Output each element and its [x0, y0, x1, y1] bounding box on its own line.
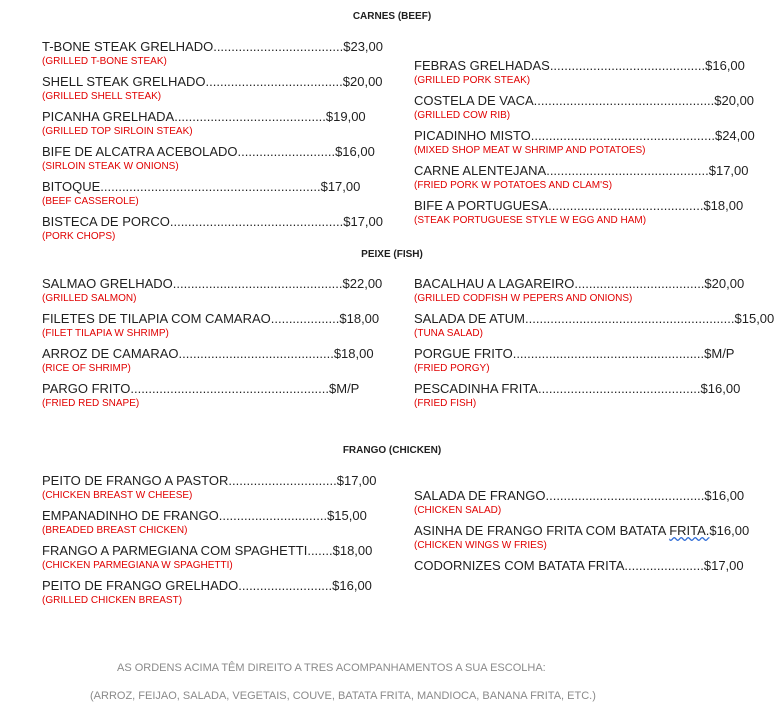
menu-item — [42, 542, 372, 577]
item-name: PEITO DE FRANGO GRELHADO..........................$16,00 — [42, 578, 372, 593]
menu-item — [42, 472, 377, 507]
menu-item — [414, 522, 754, 557]
item-name: SALADA DE FRANGO............................................$16,00 — [414, 488, 745, 503]
item-translation: (GRILLED COW RIB) — [414, 110, 511, 121]
item-name: PARGO FRITO.......................................................$M/P — [42, 381, 360, 396]
menu-item — [42, 178, 372, 213]
item-translation: (FILET TILAPIA W SHRIMP) — [42, 328, 169, 339]
menu-item — [42, 275, 383, 310]
menu-item — [414, 310, 775, 345]
frango-right-column — [414, 487, 754, 592]
menu-item — [414, 57, 744, 92]
menu-item — [42, 345, 372, 380]
item-name: EMPANADINHO DE FRANGO..............................$15,00 — [42, 508, 367, 523]
item-translation: (TUNA SALAD) — [414, 328, 483, 339]
item-translation: (RICE OF SHRIMP) — [42, 363, 131, 374]
item-name: BACALHAU A LAGAREIRO....................................$20,00 — [414, 276, 745, 291]
item-translation: (CHICKEN SALAD) — [414, 505, 502, 516]
item-translation: (MIXED SHOP MEAT W SHRIMP AND POTATOES) — [414, 145, 646, 156]
menu-item — [414, 127, 755, 162]
menu-item — [414, 487, 754, 522]
menu-item — [42, 213, 383, 248]
menu-item — [414, 162, 749, 197]
item-name: PICADINHO MISTO...................................................$24,00 — [414, 128, 755, 143]
item-translation: (GRILLED T-BONE STEAK) — [42, 56, 167, 67]
menu-item — [42, 73, 383, 108]
carnes-left-column — [42, 38, 383, 248]
spellcheck-underlined-word: FRITA. — [669, 523, 710, 538]
peixe-right-column — [414, 275, 775, 415]
item-name: PORGUE FRITO.....................................................$M/P — [414, 346, 735, 361]
item-translation: (STEAK PORTUGUESE STYLE W EGG AND HAM) — [414, 215, 647, 226]
item-translation: (GRILLED PORK STEAK) — [414, 75, 531, 86]
item-name: CARNE ALENTEJANA.............................................$17,00 — [414, 163, 749, 178]
item-name: FILETES DE TILAPIA COM CAMARAO...................$18,00 — [42, 311, 380, 326]
item-name: CODORNIZES COM BATATA FRITA......................$17,00 — [414, 558, 744, 573]
menu-item — [42, 143, 375, 178]
menu-item — [414, 345, 744, 380]
item-name — [414, 522, 754, 539]
section-title-peixe: PEIXE (FISH) — [361, 249, 423, 260]
menu-item — [42, 380, 372, 415]
footer-note: AS ORDENS ACIMA TÊM DIREITO A TRES ACOMPANHAMENTOS A SUA ESCOLHA: — [117, 662, 546, 674]
menu-item — [414, 380, 744, 415]
item-name: SALADA DE ATUM..........................................................$15,00 — [414, 311, 775, 326]
item-price: $16,00 — [709, 523, 750, 538]
item-translation: (BREADED BREAST CHICKEN) — [42, 525, 188, 536]
item-translation: (BEEF CASSEROLE) — [42, 196, 139, 207]
menu-item — [42, 310, 380, 345]
item-name: FEBRAS GRELHADAS...........................................$16,00 — [414, 58, 745, 73]
item-name: PICANHA GRELHADA..........................................$19,00 — [42, 109, 366, 124]
item-name: BITOQUE.............................................................$17,00 — [42, 179, 361, 194]
item-name: T-BONE STEAK GRELHADO....................................$23,00 — [42, 39, 383, 54]
item-translation: (FRIED FISH) — [414, 398, 477, 409]
frango-left-column — [42, 472, 377, 612]
item-name: PEITO DE FRANGO A PASTOR..............................$17,00 — [42, 473, 377, 488]
menu-item — [414, 92, 755, 127]
item-translation: (GRILLED SALMON) — [42, 293, 137, 304]
section-title-frango: FRANGO (CHICKEN) — [342, 445, 442, 456]
carnes-right-column — [414, 57, 755, 232]
item-name: SALMAO GRELHADO...............................................$22,00 — [42, 276, 383, 291]
item-translation: (PORK CHOPS) — [42, 231, 116, 242]
section-title-carnes: CARNES (BEEF) — [352, 11, 432, 22]
item-name: ARROZ DE CAMARAO...........................................$18,00 — [42, 346, 374, 361]
item-translation: (GRILLED TOP SIRLOIN STEAK) — [42, 126, 193, 137]
item-translation: (CHICKEN BREAST W CHEESE) — [42, 490, 193, 501]
menu-item — [414, 557, 754, 592]
footer-sides-list: (ARROZ, FEIJAO, SALADA, VEGETAIS, COUVE, BATATA FRITA, MANDIOCA, BANANA FRITA, ETC.) — [90, 690, 596, 702]
item-name-prefix: ASINHA DE FRANGO FRITA COM BATATA — [414, 523, 670, 538]
item-translation: (SIRLOIN STEAK W ONIONS) — [42, 161, 179, 172]
item-translation: (GRILLED CODFISH W PEPERS AND ONIONS) — [414, 293, 633, 304]
menu-item — [42, 507, 372, 542]
item-translation: (GRILLED SHELL STEAK) — [42, 91, 162, 102]
item-translation: (FRIED PORK W POTATOES AND CLAM'S) — [414, 180, 613, 191]
item-name: COSTELA DE VACA..................................................$20,00 — [414, 93, 755, 108]
item-translation: (CHICKEN WINGS W FRIES) — [414, 540, 547, 551]
item-translation: (GRILLED CHICKEN BREAST) — [42, 595, 183, 606]
item-name: FRANGO A PARMEGIANA COM SPAGHETTI.......$18,00 — [42, 543, 373, 558]
peixe-left-column — [42, 275, 383, 415]
menu-item — [414, 275, 744, 310]
item-translation: (FRIED RED SNAPE) — [42, 398, 140, 409]
menu-item — [42, 38, 383, 73]
item-name: SHELL STEAK GRELHADO......................................$20,00 — [42, 74, 383, 89]
menu-item — [42, 577, 372, 612]
item-name: BIFE DE ALCATRA ACEBOLADO...........................$16,00 — [42, 144, 375, 159]
item-translation: (FRIED PORGY) — [414, 363, 490, 374]
item-translation: (CHICKEN PARMEGIANA W SPAGHETTI) — [42, 560, 233, 571]
item-name: PESCADINHA FRITA.............................................$16,00 — [414, 381, 741, 396]
item-name: BIFE A PORTUGUESA...........................................$18,00 — [414, 198, 744, 213]
item-name: BISTECA DE PORCO................................................$17,00 — [42, 214, 383, 229]
menu-item — [414, 197, 744, 232]
menu-item — [42, 108, 372, 143]
